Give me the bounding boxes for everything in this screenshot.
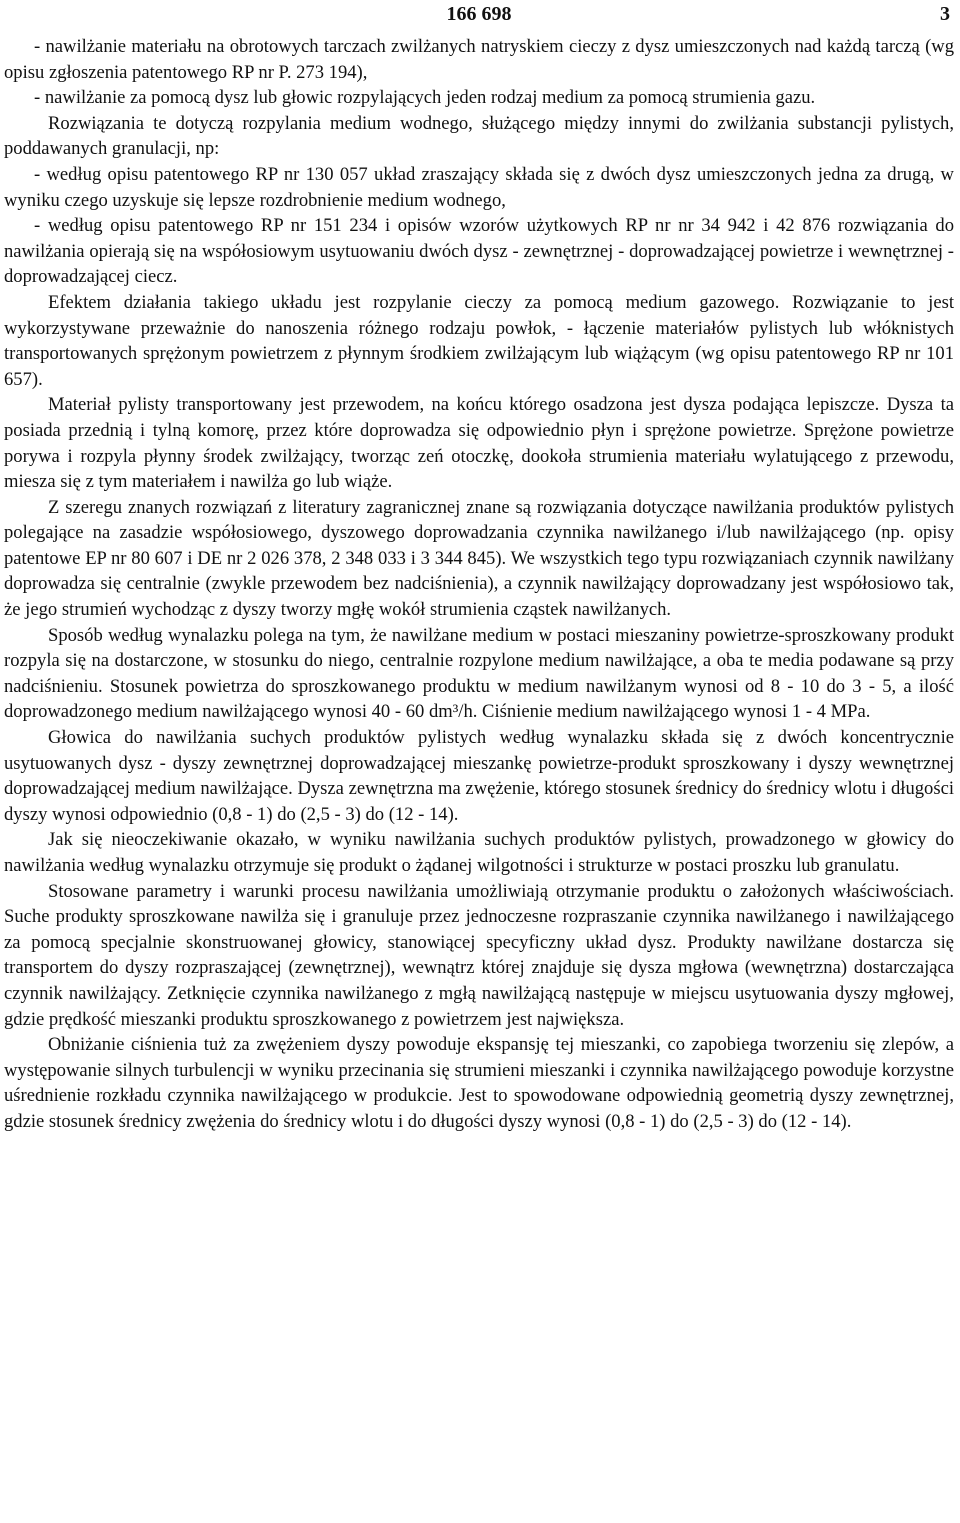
- paragraph: Efektem działania takiego układu jest rozpylanie cieczy za pomocą medium gazowego. Rozwiązanie to jest wykorzystywane przeważnie do nanoszenia różnego rodzaju powłok, - łączenie materiałów pylistych lub włóknistych transportowanych sprężonym powietrzem z płynnym środkiem zwilżającym lub wiążącym (wg opisu patentowego RP nr 101 657).: [4, 291, 954, 390]
- page-number: 3: [940, 3, 950, 25]
- paragraph: Z szeregu znanych rozwiązań z literatury zagranicznej znane są rozwiązania dotyczące nawilżania produktów pylistych polegające na zasadzie współosiowego, dyszowego doprowadzania czynnika nawilżanego i/lub nawilżającego (np. opisy patentowe EP nr 80 607 i DE nr 2 026 378, 2 348 033 i 3 344 845). We wszystkich tego typu rozwiązaniach czynnik nawilżany doprowadza się centralnie (zwykle przewodem bez nadciśnienia), a czynnik nawilżający doprowadzany jest współosiowo tak, że jego strumień wychodząc z dyszy tworzy mgłę wokół strumienia cząstek nawilżanych.: [4, 496, 954, 621]
- paragraph: Materiał pylisty transportowany jest przewodem, na końcu którego osadzona jest dysza podająca lepiszcze. Dysza ta posiada przednią i tylną komorę, przez które doprowadza się odpowiednio płyn i sprężone powietrze. Sprężone powietrze porywa i rozpyla płynny środek zwilżający, tworząc zeń otoczkę, dookoła strumienia materiału wylatującego z przewodu, miesza się z tym materiałem i nawilża go lub wiąże.: [4, 394, 954, 493]
- page-header: [4, 0, 954, 30]
- list-item: - według opisu patentowego RP nr 130 057 układ zraszający składa się z dwóch dysz umieszczonych jedna za drugą, w wyniku czego uzyskuje się lepsze rozdrobnienie medium wodnego,: [4, 163, 954, 211]
- paragraph: Stosowane parametry i warunki procesu nawilżania umożliwiają otrzymanie produktu o założonych właściwościach. Suche produkty sproszkowane nawilża się i granuluje przez jednoczesne rozpraszanie czynnika nawilżanego i nawilżającego za pomocą specjalnie skonstruowanej głowicy, stanowiącej specyficzny układ dysz. Produkty nawilżane dostarcza się transportem do dyszy rozpraszającej (zewnętrznej), wewnątrz której znajduje się dysza mgłowa (wewnętrzna) dostarczająca czynnik nawilżający. Zetknięcie czynnika nawilżanego z mgłą nawilżającą następuje w miejscu usytuowania dyszy mgłowej, gdzie prędkość mieszanki produktu sproszkowanego z powietrzem jest największa.: [4, 880, 954, 1030]
- list-item: - według opisu patentowego RP nr 151 234 i opisów wzorów użytkowych RP nr nr 34 942 i 42 876 rozwiązania do nawilżania opierają się na współosiowym usytuowaniu dwóch dysz - zewnętrznej - doprowadzającej powietrze i wewnętrznej - doprowadzającej ciecz.: [4, 215, 954, 288]
- list-item: - nawilżanie za pomocą dysz lub głowic rozpylających jeden rodzaj medium za pomocą strumienia gazu.: [34, 87, 816, 109]
- paragraph: Jak się nieoczekiwanie okazało, w wyniku nawilżania suchych produktów pylistych, prowadzonego w głowicy do nawilżania według wynalazku otrzymuje się produkt o żądanej wilgotności i strukturze w postaci proszku lub granulatu.: [4, 829, 954, 876]
- paragraph: Obniżanie ciśnienia tuż za zwężeniem dyszy powoduje ekspansję tej mieszanki, co zapobiega tworzeniu się zlepów, a występowanie silnych turbulencji w wyniku przecinania się strumieni mieszanki i czynnika nawilżającego powoduje korzystne uśrednienie rozkładu czynnika nawilżającego w produkcie. Jest to spowodowane odpowiednią geometrią dyszy zewnętrznej, gdzie stosunek średnicy zwężenia do średnicy wlotu i do długości dyszy wynosi (0,8 - 1) do (2,5 - 3) do (12 - 14).: [4, 1034, 954, 1132]
- paragraph: Głowica do nawilżania suchych produktów pylistych według wynalazku składa się z dwóch koncentrycznie usytuowanych dysz - dyszy zewnętrznej doprowadzającej mieszankę powietrze-produkt sproszkowany i dyszy wewnętrznej doprowadzającej medium nawilżające. Dysza zewnętrzna ma zwężenie, którego stosunek średnicy do średnicy wlotu i długości dyszy wynosi odpowiednio (0,8 - 1) do (2,5 - 3) do (12 - 14).: [4, 727, 954, 825]
- paragraph: Sposób według wynalazku polega na tym, że nawilżane medium w postaci mieszaniny powietrze-sproszkowany produkt rozpyla się na dostarczone, w stosunku do niego, centralnie rozpylone medium nawilżające, a oba te media podawane są przy nadciśnieniu. Stosunek powietrza do sproszkowanego produktu w medium nawilżanym wynosi od 8 - 10 do 3 - 5, a ilość doprowadzonego medium nawilżającego wynosi 40 - 60 dm³/h. Ciśnienie medium nawilżającego wynosi 1 - 4 MPa.: [4, 624, 954, 723]
- list-item: - nawilżanie materiału na obrotowych tarczach zwilżanych natryskiem cieczy z dysz umieszczonych nad każdą tarczą (wg opisu zgłoszenia patentowego RP nr P. 273 194),: [4, 36, 954, 83]
- document-body: [4, 34, 954, 1135]
- paragraph: Rozwiązania te dotyczą rozpylania medium wodnego, służącego między innymi do zwilżania substancji pylistych, poddawanych granulacji, np:: [4, 112, 954, 160]
- patent-number: 166 698: [446, 3, 512, 25]
